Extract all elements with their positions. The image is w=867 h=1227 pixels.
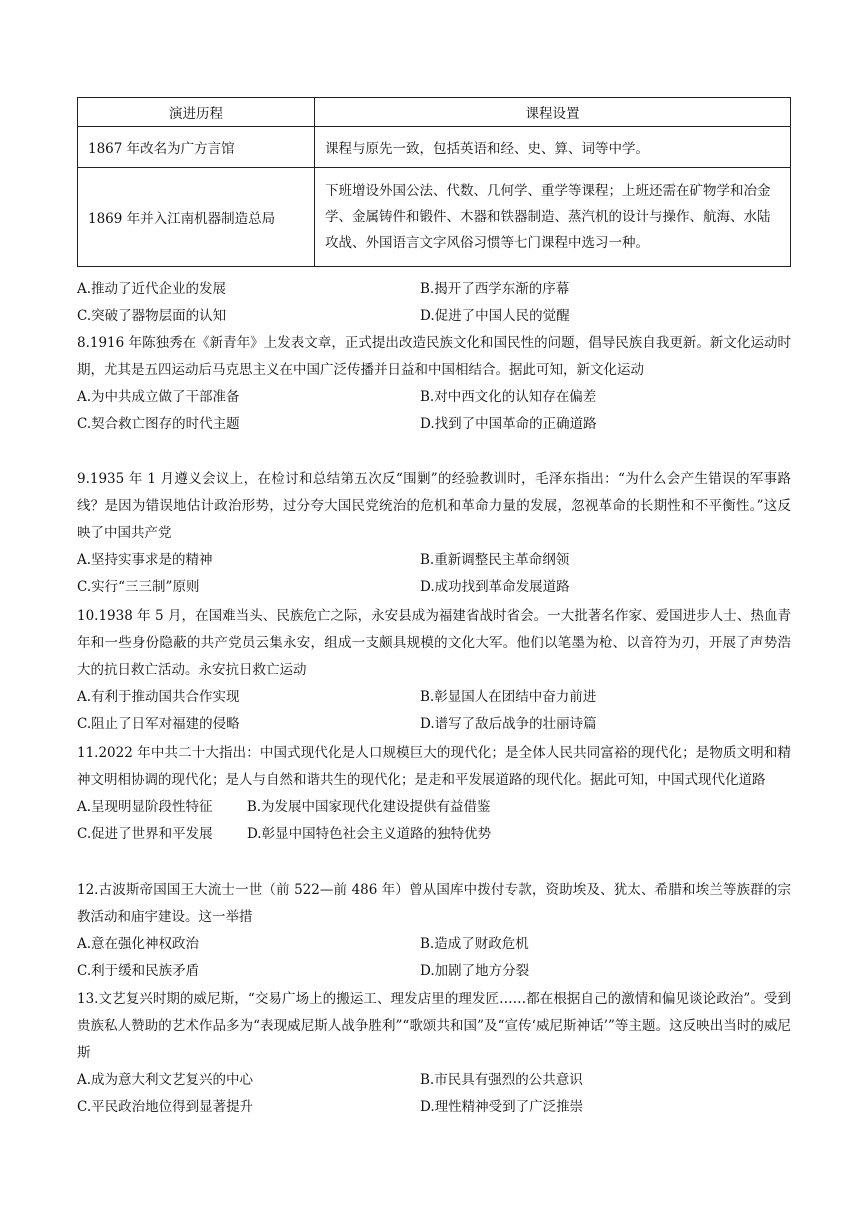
option-a: A.意在强化神权政治 <box>77 936 200 952</box>
question-7-options <box>77 276 791 330</box>
question-12 <box>77 877 791 985</box>
option-b: B.造成了财政危机 <box>420 936 529 952</box>
option-d: D.谱写了敌后战争的壮丽诗篇 <box>420 716 597 732</box>
question-stem: 8.1916 年陈独秀在《新青年》上发表文章，正式提出改造民族文化和国民性的问题，倡导民族自我更新。新文化运动时期，尤其是五四运动后马克思主义在中国广泛传播并日益和中国相结合。据此可知，新文化运动 <box>77 335 791 378</box>
option-a: A.呈现明显阶段性特征 <box>77 799 213 815</box>
question-stem: 13.文艺复兴时期的威尼斯，“交易广场上的搬运工、理发店里的理发匠……都在根据自己的激情和偏见谈论政治”。受到贵族私人赞助的艺术作品多为“表现威尼斯人战争胜利”“歌颂共和国”及“宣传‘威尼斯神话’”等主题。这反映出当时的威尼斯 <box>77 991 791 1061</box>
option-d: D.加剧了地方分裂 <box>420 963 530 979</box>
table-header-row <box>78 98 791 127</box>
option-a: A.有利于推动国共合作实现 <box>77 689 240 705</box>
question-9 <box>77 466 791 601</box>
option-a: A.推动了近代企业的发展 <box>77 281 227 297</box>
option-d: D.促进了中国人民的觉醒 <box>420 308 570 324</box>
option-row <box>77 411 791 438</box>
option-d: D.彰显中国特色社会主义道路的独特优势 <box>246 826 492 842</box>
option-a: A.为中共成立做了干部准备 <box>77 389 240 405</box>
option-c: C.利于缓和民族矛盾 <box>77 963 200 979</box>
option-a: A.坚持实事求是的精神 <box>77 552 213 568</box>
option-c: C.契合救亡图存的时代主题 <box>77 416 240 432</box>
option-c: C.实行“三三制”原则 <box>77 579 200 595</box>
question-stem: 9.1935 年 1 月遵义会议上，在检讨和总结第五次反“围剿”的经验教训时，毛泽东指出：“为什么会产生错误的军事路线？是因为错误地估计政治形势，过分夸大国民党统治的危机和革命力量的发展，忽视革命的长期性和不平衡性。”这反映了中国共产党 <box>77 471 791 541</box>
question-stem: 10.1938 年 5 月，在国难当头、民族危亡之际，永安县成为福建省战时省会。一大批著名作家、爱国进步人士、热血青年和一些身份隐蔽的共产党员云集永安，组成一支颇具规模的文化大军。他们以笔墨为枪、以音符为刃，开展了声势浩大的抗日救亡活动。永安抗日救亡运动 <box>77 608 791 678</box>
option-b: B.揭开了西学东渐的序幕 <box>420 281 570 297</box>
option-row <box>77 821 791 848</box>
option-row <box>77 711 791 738</box>
option-d: D.成功找到革命发展道路 <box>420 579 570 595</box>
question-stem: 12.古波斯帝国国王大流士一世（前 522—前 486 年）曾从国库中拨付专款，资助埃及、犹太、希腊和埃兰等族群的宗教活动和庙宇建设。这一举措 <box>77 882 791 925</box>
question-11 <box>77 740 791 848</box>
table-row <box>78 127 791 168</box>
table-header-cell: 课程设置 <box>315 98 791 127</box>
option-row <box>77 931 791 958</box>
table-cell-stage: 1869 年并入江南机器制造总局 <box>78 168 315 267</box>
option-b: B.重新调整民主革命纲领 <box>420 552 570 568</box>
option-b: B.彰显国人在团结中奋力前进 <box>420 689 597 705</box>
table-cell-stage: 1867 年改名为广方言馆 <box>78 127 315 168</box>
option-row <box>77 276 791 303</box>
question-13 <box>77 986 791 1121</box>
question-stem: 11.2022 年中共二十大指出：中国式现代化是人口规模巨大的现代化；是全体人民共同富裕的现代化；是物质文明和精神文明相协调的现代化；是人与自然和谐共生的现代化；是走和平发展道路的现代化。据此可知，中国式现代化道路 <box>77 745 791 788</box>
option-c: C.促进了世界和平发展 <box>77 826 213 842</box>
table-row <box>78 168 791 267</box>
option-row <box>77 574 791 601</box>
option-row <box>77 794 791 821</box>
question-8 <box>77 330 791 438</box>
option-row <box>77 684 791 711</box>
table-cell-courses: 课程与原先一致，包括英语和经、史、算、词等中学。 <box>315 127 791 168</box>
option-c: C.突破了器物层面的认知 <box>77 308 227 324</box>
curriculum-table <box>77 97 791 267</box>
option-row <box>77 958 791 985</box>
option-c: C.平民政治地位得到显著提升 <box>77 1099 254 1115</box>
table-header-cell: 演进历程 <box>78 98 315 127</box>
option-row <box>77 1067 791 1094</box>
option-row <box>77 303 791 330</box>
option-row <box>77 384 791 411</box>
option-b: B.为发展中国家现代化建设提供有益借鉴 <box>246 799 491 815</box>
option-d: D.找到了中国革命的正确道路 <box>420 416 597 432</box>
option-d: D.理性精神受到了广泛推崇 <box>420 1099 584 1115</box>
option-row <box>77 547 791 574</box>
option-c: C.阻止了日军对福建的侵略 <box>77 716 240 732</box>
option-a: A.成为意大利文艺复兴的中心 <box>77 1072 254 1088</box>
option-b: B.对中西文化的认知存在偏差 <box>420 389 597 405</box>
option-row <box>77 1094 791 1121</box>
question-10 <box>77 603 791 738</box>
table-cell-courses: 下班增设外国公法、代数、几何学、重学等课程；上班还需在矿物学和冶金学、金属铸件和锻件、木器和铁器制造、蒸汽机的设计与操作、航海、水陆攻战、外国语言文字风俗习惯等七门课程中选习一种。 <box>315 168 791 267</box>
option-b: B.市民具有强烈的公共意识 <box>420 1072 583 1088</box>
